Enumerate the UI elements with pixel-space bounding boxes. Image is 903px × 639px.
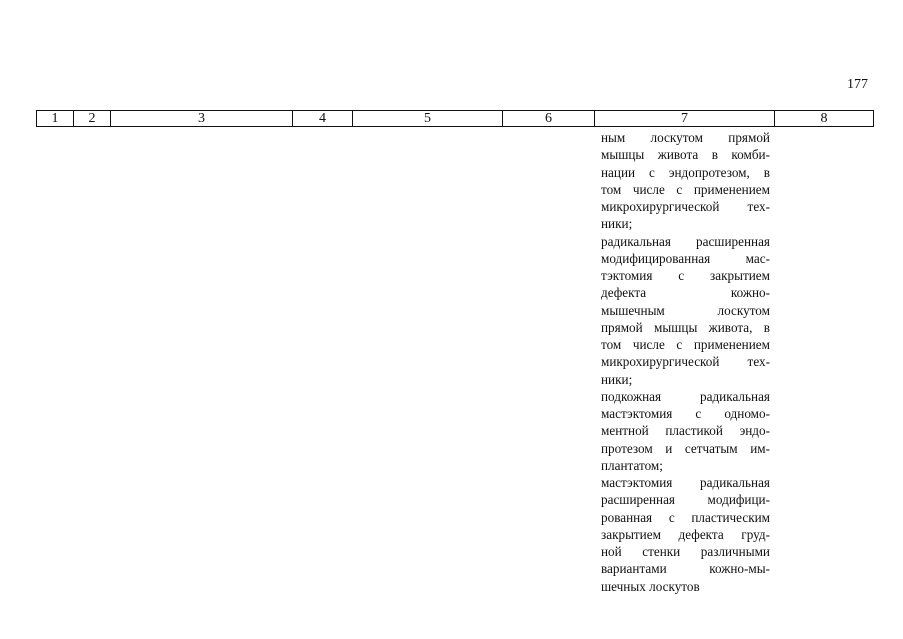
column-7-line: шечных лоскутов xyxy=(601,578,700,594)
column-7-line: том числе с применением xyxy=(601,181,770,197)
column-7-line: ной стенки различными xyxy=(601,544,770,559)
column-7-line: дефекта кожно- xyxy=(601,285,770,301)
column-header-4: 4 xyxy=(293,111,353,126)
column-7-line: модифицированная мас- xyxy=(601,250,770,266)
column-7-line: нации с эндопротезом, в xyxy=(601,164,770,180)
column-7-line: рованная с пластическим xyxy=(601,509,770,525)
column-7-line: закрытием дефекта груд- xyxy=(601,526,770,542)
column-7-line: микрохирургической тех- xyxy=(601,354,770,370)
column-7-line: расширенная модифици- xyxy=(601,492,770,508)
column-7-line: тэктомия с закрытием xyxy=(601,268,770,283)
column-7-line: микрохирургической тех- xyxy=(601,199,770,214)
column-7-line: ментной пластикой эндо- xyxy=(601,423,770,439)
column-7-line: том числе с применением xyxy=(601,337,770,352)
column-7-line: мастэктомия с одномо- xyxy=(601,406,770,421)
column-7-line: мышцы живота в комби- xyxy=(601,147,770,163)
table-header-row xyxy=(36,110,874,127)
column-header-2: 2 xyxy=(74,111,111,126)
column-header-8: 8 xyxy=(820,111,828,126)
column-7-line: прямой мышцы живота, в xyxy=(601,319,770,335)
page-number: 177 xyxy=(847,77,868,92)
column-7-line: протезом и сетчатым им- xyxy=(601,440,770,456)
column-7-line: вариантами кожно-мы- xyxy=(601,561,770,577)
column-header-7: 7 xyxy=(595,111,775,126)
column-7-line: мастэктомия радикальная xyxy=(601,475,770,490)
column-7-line: радикальная расширенная xyxy=(601,233,770,249)
column-7-line: мышечным лоскутом xyxy=(601,302,770,318)
column-header-1: 1 xyxy=(37,111,74,126)
column-7-line: ники; xyxy=(601,371,633,387)
column-7-text xyxy=(601,129,770,595)
column-header-5: 5 xyxy=(353,111,503,126)
column-7-line: подкожная радикальная xyxy=(601,388,770,404)
column-7-line: ным лоскутом прямой xyxy=(601,130,770,145)
column-7-line: плантатом; xyxy=(601,457,663,473)
column-header-6: 6 xyxy=(503,111,595,126)
column-7-line: ники; xyxy=(601,216,633,232)
column-header-3: 3 xyxy=(111,111,293,126)
